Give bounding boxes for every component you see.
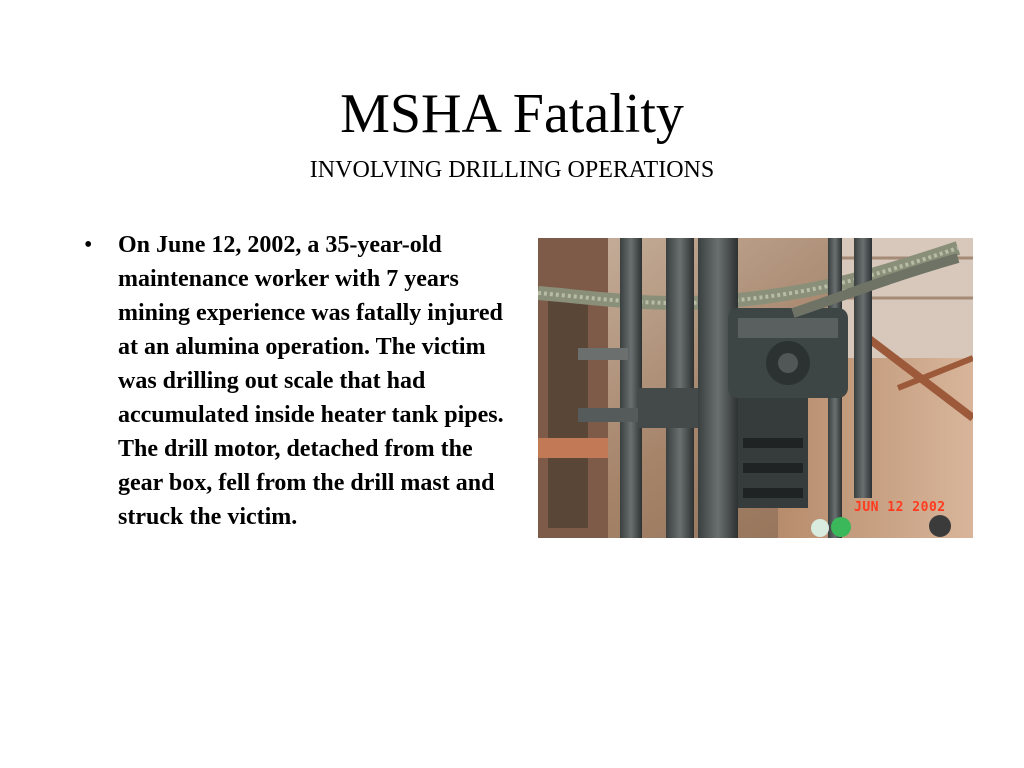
slide-subtitle: INVOLVING DRILLING OPERATIONS bbox=[309, 157, 715, 183]
bullet-item bbox=[84, 228, 514, 534]
bullet-list bbox=[84, 228, 514, 534]
accident-photo bbox=[538, 238, 973, 538]
drill-equipment-photo bbox=[538, 238, 973, 538]
bullet-icon: • bbox=[84, 232, 93, 258]
bullet-text: On June 12, 2002, a 35-year-old maintenance worker with 7 years mining experience was fatally injured at an alumina operation. The victim was drilling out scale that had accumulated inside heater tank pipes. The drill motor, detached from the gear box, fell from the drill mast and struck the victim. bbox=[118, 232, 504, 530]
slide-title: MSHA Fatality bbox=[340, 83, 684, 145]
photo-date-stamp: JUN 12 2002 bbox=[854, 500, 946, 515]
